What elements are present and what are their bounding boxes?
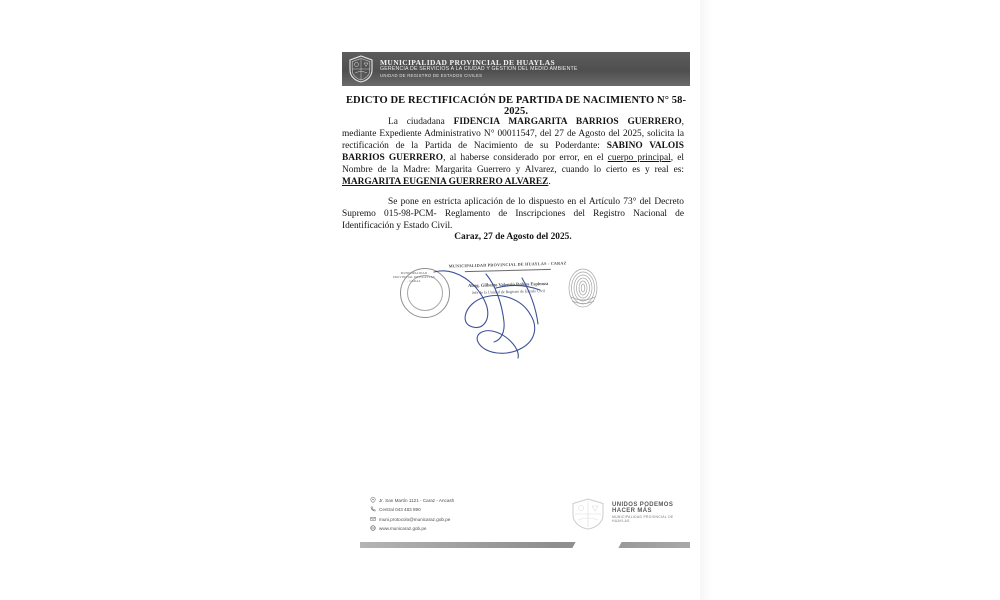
p1-underlined-term: cuerpo principal xyxy=(607,153,671,164)
p2-text: Se pone en estricta aplicación de lo dispuesto en el Artículo 73° del Decreto Supremo 015-98-PCM- Reglamento de Inscripciones del Registro Nacional de Identificación y Estado Civil. xyxy=(342,197,684,232)
header-text-block xyxy=(380,59,578,79)
official-stamp xyxy=(442,260,575,296)
signature-area xyxy=(390,252,650,362)
phone-icon xyxy=(370,506,376,512)
footer-slogan xyxy=(612,502,680,523)
footer-email: muni.protocolo@municaraz.gob.pe xyxy=(379,516,451,522)
footer-slogan-line1: UNIDOS PODEMOS xyxy=(612,502,674,508)
footer-slogan-line2: HACER MÁS xyxy=(612,508,652,514)
stamp-divider xyxy=(465,269,551,272)
stamp-institution: MUNICIPALIDAD PROVINCIAL DE HUAYLAS - CARAZ xyxy=(448,260,567,269)
paragraph-legal-basis xyxy=(342,196,684,232)
footer-decorative-bar xyxy=(360,542,690,548)
place-and-date: Caraz, 27 de Agosto del 2025. xyxy=(454,232,572,242)
p1-text-5: . xyxy=(548,177,551,188)
header-institution-name: MUNICIPALIDAD PROVINCIAL DE HUAYLAS xyxy=(380,58,555,68)
document-body xyxy=(330,0,700,600)
coat-of-arms-icon xyxy=(570,498,606,530)
footer-slogan-line3: MUNICIPALIDAD PROVINCIAL DE HUAYLAS xyxy=(612,515,674,523)
footer-logo-block xyxy=(570,498,680,532)
footer-address-row xyxy=(370,496,454,505)
p1-corrected-name: MARGARITA EUGENIA GUERRERO ALVAREZ xyxy=(342,177,549,188)
scan-edge-shadow xyxy=(700,0,712,600)
coat-of-arms-icon xyxy=(348,55,374,83)
envelope-icon xyxy=(370,516,376,522)
p1-text-1: La ciudadana xyxy=(388,117,454,127)
footer-contact-block xyxy=(370,496,454,534)
footer-address: Jr. San Martín 1121 - Caraz - Ancash xyxy=(379,498,455,503)
document-title: EDICTO DE RECTIFICACIÓN DE PARTIDA DE NACIMIENTO N° 58-2025. xyxy=(345,95,687,117)
footer-website-row xyxy=(370,524,454,533)
p1-grantor-name: SABINO VALOIS BARRIOS GUERRERO xyxy=(342,141,684,164)
footer-phone-row xyxy=(370,505,454,514)
footer-phone: Central 043 483 890 xyxy=(379,507,421,513)
header-department-name: GERENCIA DE SERVICIOS A LA CIUDAD Y GESTION DEL MEDIO AMBIENTE xyxy=(380,66,578,73)
globe-icon xyxy=(370,525,376,531)
footer-website: www.municaraz.gob.pe xyxy=(379,526,427,532)
p1-text-4: , el Nombre de la Madre: Margarita Guerrero y Alvarez, cuando lo cierto es y real es: xyxy=(342,153,685,176)
document-header-banner xyxy=(342,52,690,86)
p1-applicant-name: FIDENCIA MARGARITA BARRIOS GUERRERO xyxy=(453,117,682,127)
p1-text-2: , mediante Expediente Administrativo N° 00011547, del 27 de Agosto del 2025, solicita la rectificación de la Partida de Nacimiento de su Poderdante: xyxy=(342,117,684,152)
stamp-officer-title: Jefe de la Unidad de Registro de Estado Civil xyxy=(471,287,545,295)
stamp-officer-name: Abog. Gilberto Valentín Robles Espinoza xyxy=(467,280,549,288)
document-footer xyxy=(342,490,690,560)
p1-text-3: , al haberse considerado por error, en el xyxy=(443,153,608,164)
round-seal-text: MUNICIPALIDAD PROVINCIAL DE HUAYLAS - CARAZ xyxy=(393,271,435,283)
header-unit-name: UNIDAD DE REGISTRO DE ESTADOS CIVILES xyxy=(380,73,483,79)
location-pin-icon xyxy=(370,497,376,503)
fingerprint-icon xyxy=(566,266,600,310)
paragraph-main xyxy=(342,116,684,188)
footer-email-row xyxy=(370,515,454,524)
